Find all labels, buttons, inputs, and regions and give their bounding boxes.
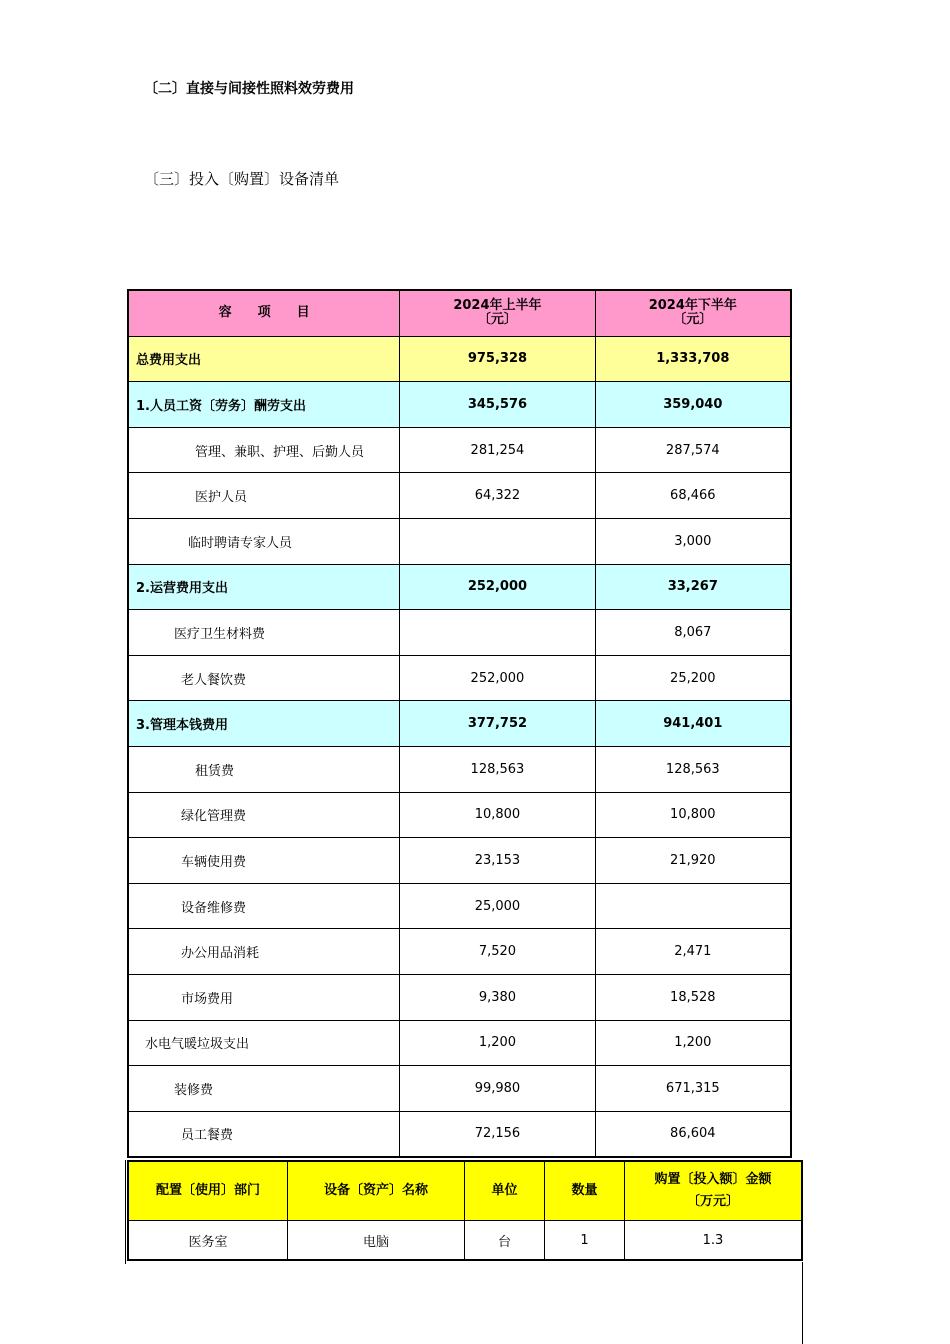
row-label: 绿化管理费: [128, 792, 400, 838]
row-h2-value: 2,471: [595, 929, 791, 975]
category-row: [128, 564, 791, 610]
row-h2-value: 128,563: [595, 746, 791, 792]
row-h2-value: 8,067: [595, 610, 791, 656]
item-row: [128, 838, 791, 884]
table-left-border-line: [125, 1160, 126, 1264]
row-h1-value: 345,576: [400, 382, 595, 428]
row-label: 设备维修费: [128, 883, 400, 929]
item-row: [128, 1020, 791, 1066]
category-row: [128, 701, 791, 747]
row-h2-value: 3,000: [595, 518, 791, 564]
row-h1-value: 25,000: [400, 883, 595, 929]
equipment-name: 电脑: [288, 1221, 465, 1261]
row-h1-value: [400, 610, 595, 656]
row-label: 市场费用: [128, 974, 400, 1020]
row-h1-value: 252,000: [400, 564, 595, 610]
item-row: [128, 610, 791, 656]
header-item: 容 项 目: [128, 290, 400, 336]
cost-table-header: [128, 290, 791, 336]
row-h1-value: 23,153: [400, 838, 595, 884]
row-h1-value: 252,000: [400, 655, 595, 701]
item-row: [128, 746, 791, 792]
header-amount: [625, 1161, 803, 1221]
item-row: [128, 792, 791, 838]
row-h2-value: 359,040: [595, 382, 791, 428]
header-amount-unit: 〔万元〕: [686, 1194, 739, 1209]
row-h2-value: 25,200: [595, 655, 791, 701]
item-row: [128, 1111, 791, 1157]
header-h1-year: 2024年上半年: [453, 298, 542, 314]
equipment-qty: 1: [545, 1221, 625, 1261]
row-h1-value: 281,254: [400, 427, 595, 473]
row-h2-value: 33,267: [595, 564, 791, 610]
equipment-dept: 医务室: [128, 1221, 288, 1261]
row-h1-value: 7,520: [400, 929, 595, 975]
equipment-table: [127, 1160, 803, 1261]
row-label: 总费用支出: [128, 336, 400, 382]
item-row: [128, 929, 791, 975]
header-h2: [595, 290, 791, 336]
equipment-unit: 台: [465, 1221, 545, 1261]
row-label: 管理、兼职、护理、后勤人员: [128, 427, 400, 473]
row-label: 临时聘请专家人员: [128, 518, 400, 564]
row-label: 租赁费: [128, 746, 400, 792]
item-row: [128, 974, 791, 1020]
row-label: 医疗卫生材料费: [128, 610, 400, 656]
row-h2-value: 18,528: [595, 974, 791, 1020]
row-h2-value: 671,315: [595, 1066, 791, 1112]
header-dept: 配置〔使用〕部门: [128, 1161, 288, 1221]
row-h1-value: 128,563: [400, 746, 595, 792]
total-row: [128, 336, 791, 382]
row-label: 车辆使用费: [128, 838, 400, 884]
row-label: 办公用品消耗: [128, 929, 400, 975]
item-row: [128, 427, 791, 473]
equipment-amount: 1.3: [625, 1221, 803, 1261]
row-label: 2.运营费用支出: [128, 564, 400, 610]
cost-table: [127, 289, 792, 1158]
row-h1-value: 99,980: [400, 1066, 595, 1112]
row-label: 医护人员: [128, 473, 400, 519]
item-row: [128, 655, 791, 701]
row-h1-value: 10,800: [400, 792, 595, 838]
item-row: [128, 518, 791, 564]
row-h1-value: 72,156: [400, 1111, 595, 1157]
section-heading-3: 〔三〕投入〔购置〕设备清单: [144, 170, 340, 188]
header-unit: 单位: [465, 1161, 545, 1221]
row-h1-value: 64,322: [400, 473, 595, 519]
row-label: 水电气暖垃圾支出: [128, 1020, 400, 1066]
row-label: 1.人员工资〔劳务〕酬劳支出: [128, 382, 400, 428]
header-h1: [400, 290, 595, 336]
row-h2-value: 21,920: [595, 838, 791, 884]
item-row: [128, 473, 791, 519]
row-label: 装修费: [128, 1066, 400, 1112]
row-h2-value: [595, 883, 791, 929]
section-heading-2: 〔二〕直接与间接性照料效劳费用: [144, 81, 354, 97]
row-h1-value: 975,328: [400, 336, 595, 382]
row-h2-value: 86,604: [595, 1111, 791, 1157]
row-h1-value: 9,380: [400, 974, 595, 1020]
category-row: [128, 382, 791, 428]
header-amount-label: 购置〔投入额〕金额: [654, 1172, 772, 1187]
row-h1-value: [400, 518, 595, 564]
item-row: [128, 883, 791, 929]
row-h2-value: 287,574: [595, 427, 791, 473]
item-row: [128, 1066, 791, 1112]
row-label: 员工餐费: [128, 1111, 400, 1157]
header-qty: 数量: [545, 1161, 625, 1221]
row-label: 3.管理本钱费用: [128, 701, 400, 747]
row-h1-value: 377,752: [400, 701, 595, 747]
header-name: 设备〔资产〕名称: [288, 1161, 465, 1221]
header-h1-unit: 〔元〕: [477, 312, 517, 328]
equipment-row: [128, 1221, 802, 1261]
row-h2-value: 1,200: [595, 1020, 791, 1066]
row-h2-value: 10,800: [595, 792, 791, 838]
row-h2-value: 941,401: [595, 701, 791, 747]
row-h2-value: 68,466: [595, 473, 791, 519]
header-h2-unit: 〔元〕: [673, 312, 713, 328]
header-h2-year: 2024年下半年: [648, 298, 737, 314]
row-h1-value: 1,200: [400, 1020, 595, 1066]
row-h2-value: 1,333,708: [595, 336, 791, 382]
table-right-border-line: [802, 1262, 803, 1344]
row-label: 老人餐饮费: [128, 655, 400, 701]
equipment-table-header: [128, 1161, 802, 1221]
